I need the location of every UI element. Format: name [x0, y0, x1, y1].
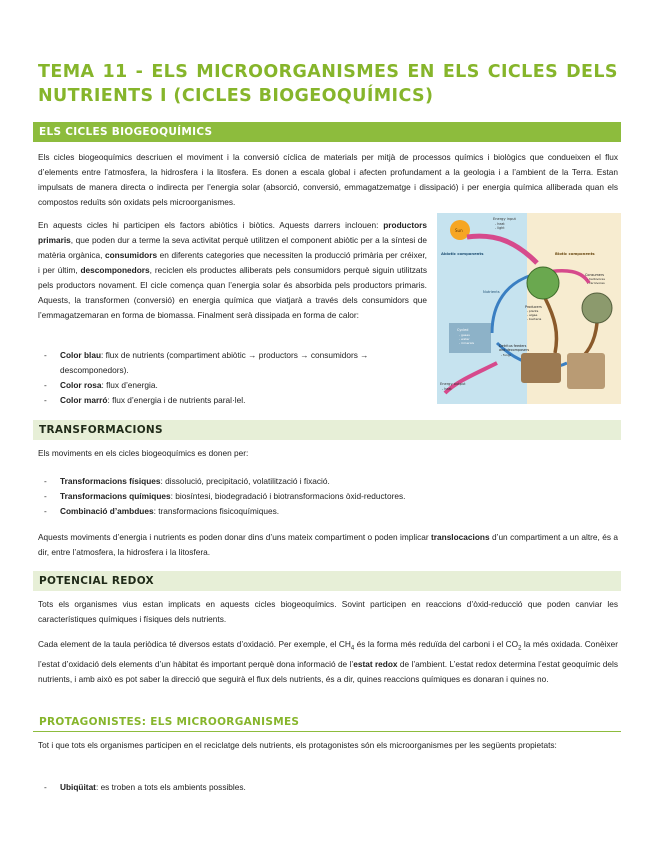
- title-word: -: [135, 62, 144, 82]
- bold-term: Transformacions químiques: [60, 491, 171, 501]
- text: la més oxidada. Conèixer l’estat d’oxidació dels elements d’un hàbitat és important perquè dona informació de l’: [38, 639, 619, 669]
- minerals-label: - minerals: [459, 341, 475, 345]
- text: : dissolució, precipitació, volatilització i fixació.: [160, 476, 330, 486]
- text: : transformacions fisicoquímiques.: [153, 506, 280, 516]
- title-word: MICROORGANISMES: [196, 62, 400, 82]
- title-line-1: [38, 60, 618, 84]
- text: Cada element de la taula periòdica té diversos estats d’oxidació. Per exemple, el CH: [38, 639, 351, 649]
- section-header-protagonistes: PROTAGONISTES: ELS MICROORGANISMES: [33, 712, 621, 732]
- fungi-label: - fungi: [501, 353, 511, 357]
- title-word: CICLES: [487, 62, 559, 82]
- paragraph-translocacions: [38, 530, 618, 560]
- text: , reciclen els productes alliberats pels consumidors perquè siguin utilitzats pels productors novament. El cicle comença quan l’energia solar és absorbida pels productors primaris. Aquests, la transformen (conversió) en energia química que viatjarà a través dels consumidors que l’emmagatzemaran en forma de biomassa. Finalment serà dissipada en forma de calor:: [38, 265, 427, 320]
- subscript: 2: [518, 645, 522, 652]
- biogeochemical-cycle-diagram: [437, 213, 621, 404]
- soil-image: [567, 353, 605, 389]
- paragraph-redox-2: [38, 637, 618, 687]
- list-item: [38, 378, 427, 393]
- list-item: [38, 348, 427, 378]
- bold-term: descomponedors: [80, 265, 150, 275]
- list-item: [38, 393, 427, 408]
- text: , que poden dur a terme la seva activitat perquè utilitzen el component abiòtic per a la síntesi de matèria orgànica,: [38, 235, 427, 260]
- text: : flux de nutrients (compartiment abiòtic → productors → consumidors → descomponedors).: [60, 350, 369, 375]
- propietats-list: [38, 780, 618, 795]
- subscript: 4: [350, 645, 355, 652]
- title-word: TEMA: [38, 62, 95, 82]
- section-header-transformacions: TRANSFORMACIONS: [33, 420, 621, 440]
- bold-term: Transformacions físiques: [60, 476, 161, 486]
- decomposers-image: [521, 353, 561, 383]
- text: : flux d’energia i de nutrients paral·lel.: [107, 395, 246, 405]
- consumers-image: [582, 293, 612, 323]
- section-header-redox: POTENCIAL REDOX: [33, 571, 621, 591]
- text: : flux d’energia.: [101, 380, 158, 390]
- water-label: - water: [459, 337, 470, 341]
- bold-term: Combinació d’ambdues: [60, 506, 154, 516]
- color-legend-list: [38, 348, 427, 408]
- text: de l’ambient. L’estat redox determina l’estat geoquímic dels nutrients, i amb això es pot saber la direcció que seguirà el flux dels nutrients, és a dir, quines reaccions químiques es donaran i quines no.: [38, 658, 618, 684]
- bold-term: productors primaris: [38, 220, 427, 245]
- bold-term: Color blau: [60, 350, 102, 360]
- nutrients-label: Nutrients: [483, 290, 500, 294]
- paragraph-cicles-factors: [38, 218, 427, 323]
- bacteria-label: - bacteria: [527, 317, 542, 321]
- title-word: DELS: [566, 62, 618, 82]
- decomposers-label: and decomposers: [499, 348, 530, 352]
- bold-term: estat redox: [353, 658, 398, 669]
- producers-label: Producers: [525, 305, 542, 309]
- plants-label: - plants: [527, 309, 539, 313]
- list-item: [38, 780, 618, 795]
- paragraph-protagonistes: Tot i que tots els organismes participen en el reciclatge dels nutrients, els protagonistes són els microorganismes per les següents propietats:: [38, 740, 557, 750]
- energy-output-label: Energy output: [440, 382, 466, 386]
- title-word: EN: [407, 62, 435, 82]
- list-item: [38, 504, 618, 519]
- section-header-cicles: ELS CICLES BIOGEOQUÍMICS: [33, 122, 621, 142]
- transformacions-list: [38, 474, 618, 519]
- cycled-label: Cycled: [457, 328, 469, 332]
- consumers-label: Consumers: [585, 273, 605, 277]
- biotic-label: Biotic components: [555, 251, 595, 256]
- energy-input-label: Energy input: [493, 217, 516, 221]
- paragraph-transformacions-intro: Els moviments en els cicles biogeoquímics es donen per:: [38, 448, 249, 458]
- abiotic-label: Abiotic components: [441, 251, 484, 256]
- cycled-nutrients-image: [449, 323, 491, 353]
- text: en diferents categories que necessiten la producció primària per créixer, i per últim,: [38, 250, 427, 275]
- gases-label: - gases: [459, 333, 470, 337]
- algae-label: - algae: [527, 313, 538, 317]
- text: En aquests cicles hi participen els factors abiòtics i biòtics. Aquests darrers inclouen:: [38, 220, 384, 230]
- title-word: 11: [102, 62, 128, 82]
- bold-term: Ubiqüitat: [60, 782, 96, 792]
- list-item: [38, 474, 618, 489]
- paragraph-redox-1: Tots els organismes vius estan implicats en aquests cicles biogeoquímics. Sovint participen en reaccions d’òxid-reducció que poden canviar les característiques químiques i físiques dels nutrients.: [38, 599, 618, 624]
- bold-term: translocacions: [431, 532, 490, 542]
- text: és la forma més reduïda del carboni i el CO: [354, 639, 519, 649]
- abiotic-background: [437, 213, 530, 404]
- text: Aquests moviments d’energia i nutrients es poden donar dins d’uns mateix compartiment o poden implicar: [38, 532, 432, 542]
- carnivores-label: - carnivores: [587, 281, 605, 285]
- title-word: ELS: [151, 62, 189, 82]
- bold-term: Color marró: [60, 395, 108, 405]
- sun-label: Sun: [455, 228, 463, 233]
- text: : es troben a tots els ambients possibles.: [95, 782, 246, 792]
- light-label: - light: [495, 226, 505, 230]
- title-line-2: NUTRIENTS I (CICLES BIOGEOQUÍMICS): [38, 86, 434, 106]
- bold-term: Color rosa: [60, 380, 102, 390]
- title-word: ELS: [442, 62, 480, 82]
- text: d’un compartiment a un altre, és a dir, entre l’atmosfera, la hidrosfera i la litosfera.: [38, 532, 619, 557]
- text: : biosíntesi, biodegradació i biotransformacions òxid-reductores.: [170, 491, 406, 501]
- list-item: [38, 489, 618, 504]
- herbivores-label: - herbivores: [587, 277, 605, 281]
- bold-term: consumidors: [104, 250, 158, 260]
- page-title: [38, 60, 618, 108]
- producers-image: [527, 267, 559, 299]
- paragraph-cicles-intro: Els cicles biogeoquímics descriuen el moviment i la conversió cíclica de materials per mitjà de processos químics i biològics que condueixen el flux d’elements entre l’atmosfera, la hidrosfera i la litosfera. Es donen a escala global i afecten profundament a la geologia i a l’ambient de la Terra. Estan impulsats de manera directa o indirecta per l’energia solar (absorció, conversió, emmagatzematge i dissipació) i per energia química alliberada quan els compostos reduïts són oxidats pels microorganismes.: [38, 152, 618, 207]
- detritus-label: Detritus feeders: [499, 344, 527, 348]
- heat-out-label: - heat: [442, 387, 452, 391]
- heat-label: - heat: [495, 222, 505, 226]
